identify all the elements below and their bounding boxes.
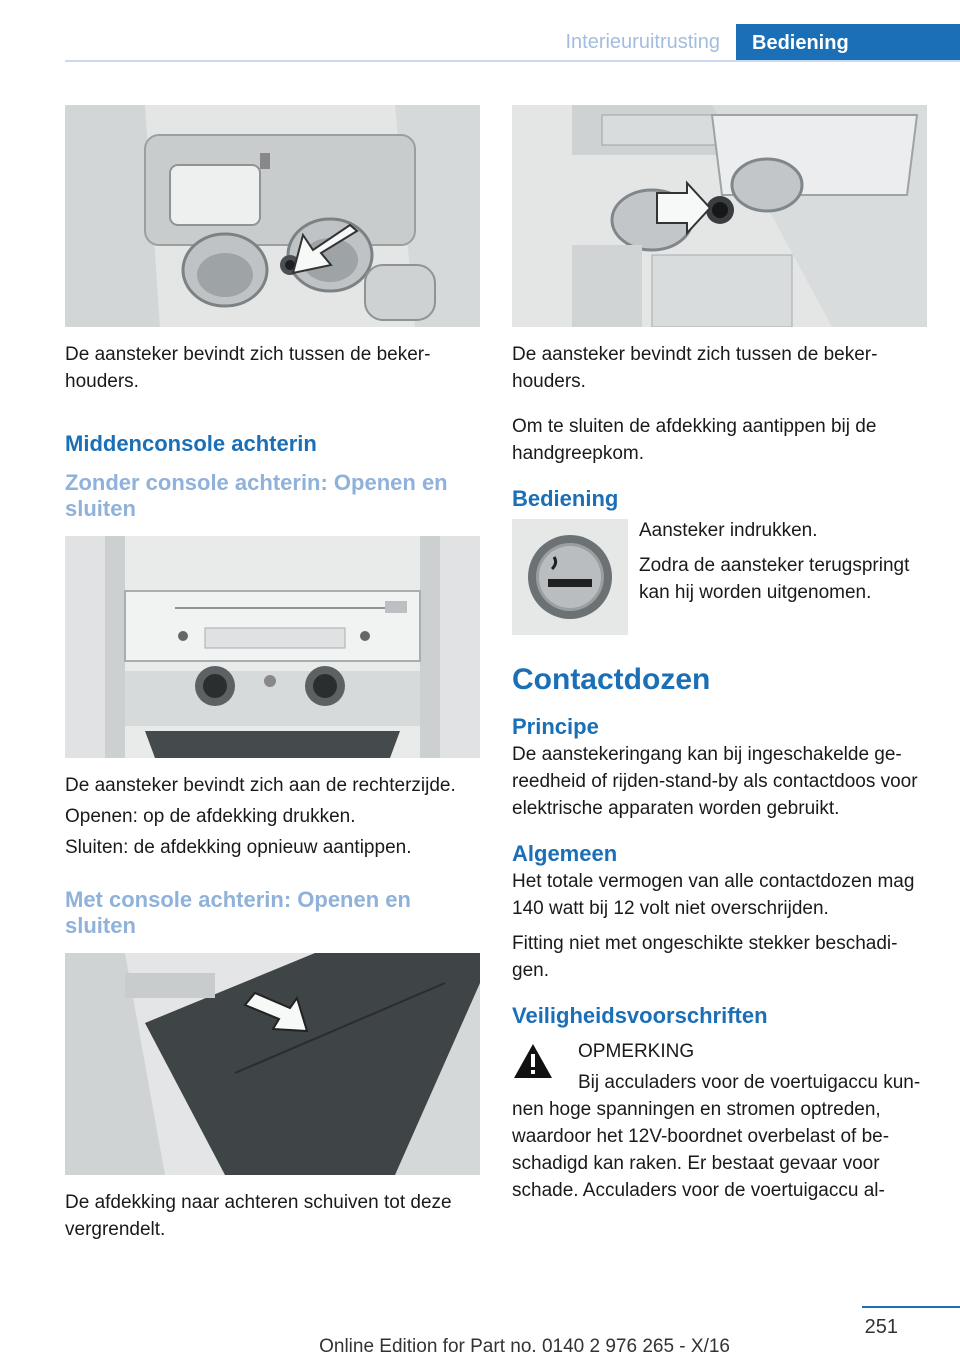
heading-met-console: Met console achterin: Openen en sluiten — [65, 887, 411, 938]
text-fitting: Fitting niet met ongeschikte stekker beschadi-gen. — [512, 933, 898, 981]
warning-notice — [512, 1038, 927, 1204]
heading-bediening: Bediening — [512, 486, 619, 511]
figure-rear-console-with — [65, 953, 480, 1175]
page-header — [0, 24, 960, 62]
warning-text-first: Bij acculaders voor de voertuigaccu kun- — [578, 1072, 921, 1093]
right-column — [512, 105, 927, 1204]
heading-principe: Principe — [512, 714, 599, 739]
lighter-operation-block — [512, 509, 927, 629]
heading-algemeen: Algemeen — [512, 841, 618, 866]
text-aansteker-terugspringt: Zodra de aansteker terugspringt kan hij worden uitgenomen. — [639, 555, 910, 603]
header-rule — [65, 60, 960, 62]
text-openen: Openen: op de afdekking drukken. — [65, 806, 356, 827]
text-afdekking-aantippen: Om te sluiten de afdekking aantippen bij de handgreepkom. — [512, 416, 877, 464]
warning-triangle-icon — [512, 1042, 554, 1080]
left-column — [65, 105, 480, 1243]
lighter-button-icon — [512, 519, 628, 635]
text-vermogen: Het totale vermogen van alle contactdozen mag 140 watt bij 12 volt niet overschrijden. — [512, 871, 915, 919]
text-schuiven: De afdekking naar achteren schuiven tot deze vergrendelt. — [65, 1192, 452, 1240]
caption-cupholder-right: De aansteker bevindt zich tussen de beker-houders. — [512, 344, 878, 392]
heading-zonder-console: Zonder console achterin: Openen en sluiten — [65, 470, 448, 521]
heading-veiligheidsvoorschriften: Veiligheidsvoorschriften — [512, 1003, 768, 1028]
caption-cupholder-left: De aansteker bevindt zich tussen de beker-houders. — [65, 344, 431, 392]
heading-middenconsole-achterin: Middenconsole achterin — [65, 431, 317, 456]
warning-title: OPMERKING — [578, 1041, 695, 1062]
text-aansteker-indrukken: Aansteker indrukken. — [639, 520, 818, 541]
warning-text-rest: nen hoge spanningen en stromen optreden, waardoor het 12V-boordnet overbelast of be-schadigd kan raken. Er bestaat gevaar voor schade. Acculaders voor de voertuigaccu al- — [512, 1099, 890, 1201]
figure-rear-console-without — [65, 536, 480, 758]
footer-edition: Online Edition for Part no. 0140 2 976 265 - X/16 — [319, 1336, 730, 1357]
header-section-label[interactable]: Interieuruitrusting — [565, 31, 720, 53]
figure-cupholder-lighter — [65, 105, 480, 327]
figure-cupholder-lighter-front — [512, 105, 927, 327]
footer-rule — [862, 1306, 960, 1308]
text-rechterzijde: De aansteker bevindt zich aan de rechterzijde. — [65, 775, 456, 796]
text-principe: De aanstekeringang kan bij ingeschakelde ge-reedheid of rijden-stand-by als contactdoos voor elektrische apparaten worden gebruikt. — [512, 744, 918, 819]
heading-contactdozen: Contactdozen — [512, 663, 711, 696]
page-number: 251 — [864, 1316, 898, 1338]
text-sluiten: Sluiten: de afdekking opnieuw aantippen. — [65, 837, 412, 858]
header-chapter-tab[interactable]: Bediening — [736, 24, 960, 62]
